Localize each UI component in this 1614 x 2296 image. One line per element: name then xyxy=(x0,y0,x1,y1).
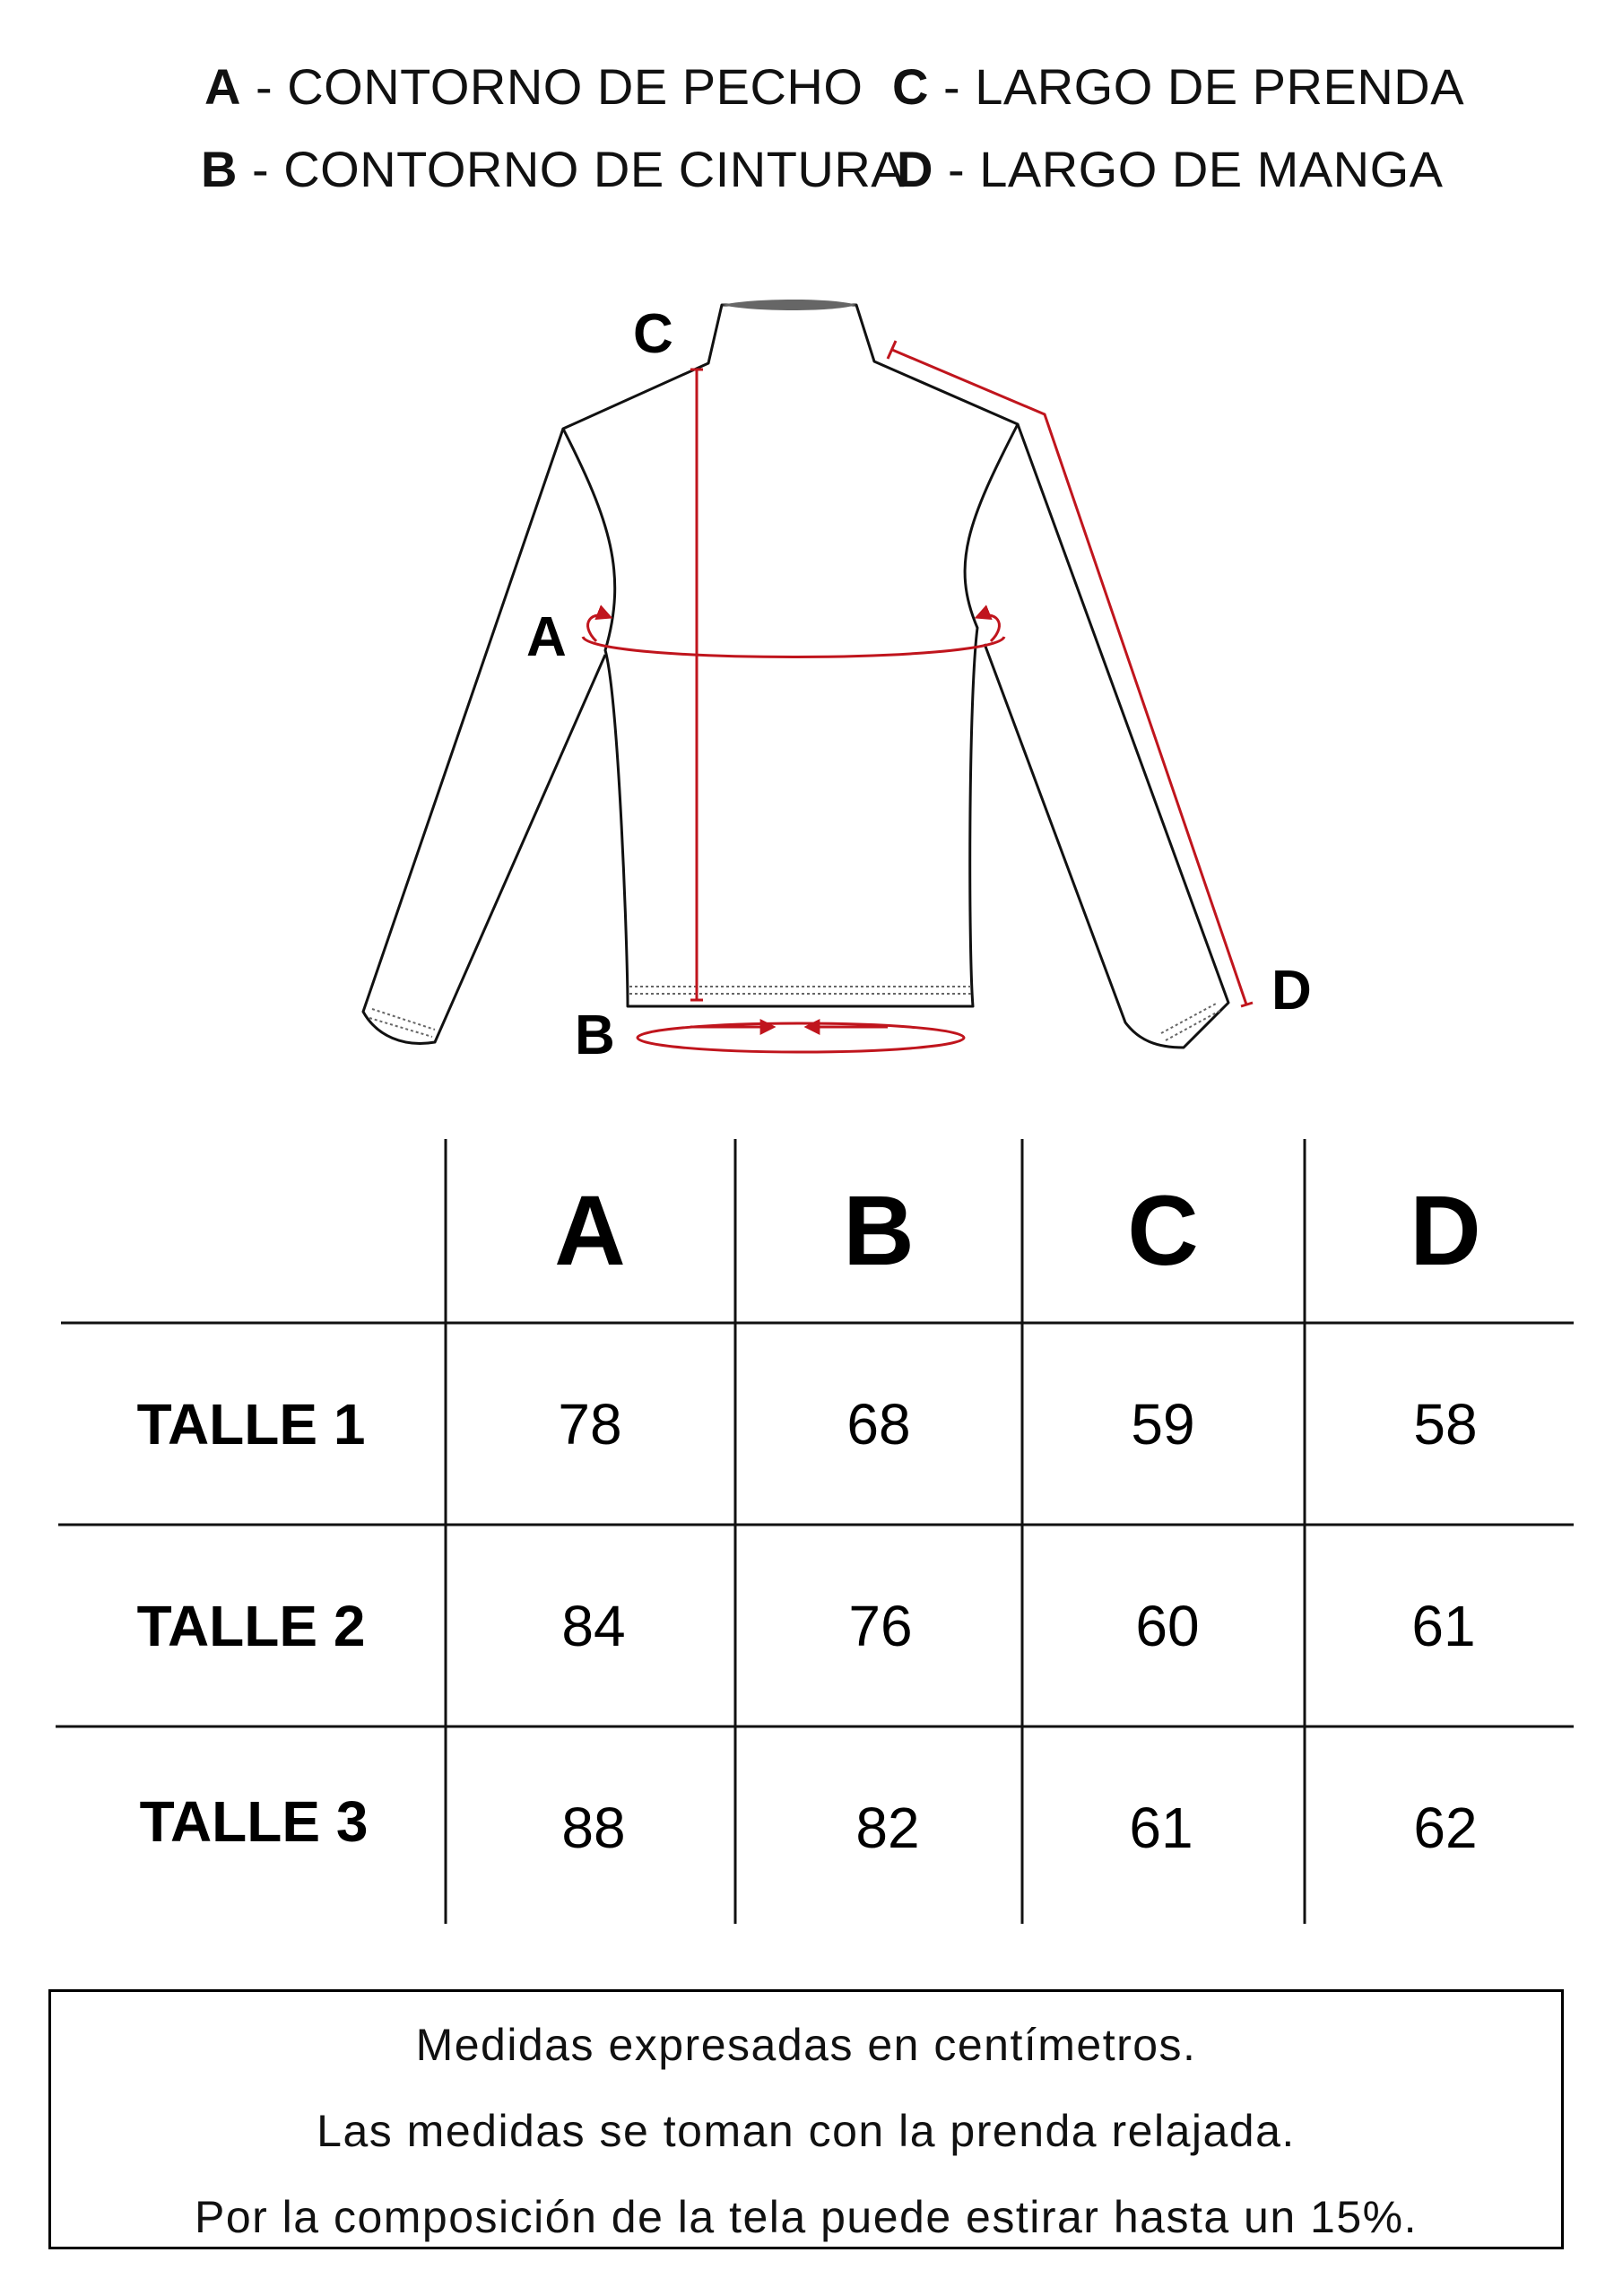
table-cell: 59 xyxy=(1131,1392,1195,1457)
collar-shading xyxy=(722,300,856,310)
table-cell: 61 xyxy=(1411,1594,1476,1658)
table-cell: 58 xyxy=(1413,1392,1478,1457)
legend-key: B xyxy=(201,141,238,197)
table-header-row xyxy=(554,1176,1480,1286)
legend-text: CONTORNO DE CINTURA xyxy=(283,141,906,197)
row-label: TALLE 2 xyxy=(136,1594,366,1658)
measure-lines xyxy=(583,341,1253,1052)
legend-separator: - xyxy=(240,58,288,115)
table-cell: 88 xyxy=(561,1796,626,1860)
table-cell: 76 xyxy=(848,1594,913,1658)
legend-text: LARGO DE PRENDA xyxy=(975,58,1465,115)
note-line: Las medidas se toman con la prenda relajada. xyxy=(317,2106,1296,2156)
column-header: D xyxy=(1410,1176,1481,1286)
table-cell: 68 xyxy=(846,1392,911,1457)
measure-b-ellipse xyxy=(638,1023,964,1052)
legend-item-b xyxy=(201,140,905,198)
table-cell: 60 xyxy=(1135,1594,1200,1658)
legend-item-d xyxy=(897,140,1444,198)
note-line: Medidas expresadas en centímetros. xyxy=(415,2020,1197,2070)
table-cell: 61 xyxy=(1129,1796,1193,1860)
legend-key: D xyxy=(897,141,933,197)
garment-diagram xyxy=(0,269,1614,1076)
measure-c-label: C xyxy=(633,303,673,365)
measure-a-ellipse xyxy=(583,637,1004,657)
notes-box xyxy=(48,1989,1564,2249)
legend-item-c xyxy=(892,57,1464,116)
measure-d-label: D xyxy=(1271,960,1312,1022)
table-cell: 78 xyxy=(558,1392,622,1457)
table-cell: 82 xyxy=(855,1796,920,1860)
legend-separator: - xyxy=(928,58,976,115)
legend-text: LARGO DE MANGA xyxy=(979,141,1444,197)
legend-item-a xyxy=(204,57,863,116)
table-cell: 84 xyxy=(561,1594,626,1658)
legend-text: CONTORNO DE PECHO xyxy=(287,58,863,115)
column-header: B xyxy=(843,1176,915,1286)
table-row xyxy=(140,1789,1478,1860)
row-label: TALLE 1 xyxy=(136,1392,366,1457)
sweater-outline xyxy=(363,305,1228,1048)
table-row xyxy=(137,1594,1476,1658)
measure-a-label: A xyxy=(526,606,567,668)
column-header: C xyxy=(1127,1176,1199,1286)
legend-key: A xyxy=(204,58,241,115)
column-header: A xyxy=(554,1176,626,1286)
legend-separator: - xyxy=(933,141,980,197)
table-cell: 62 xyxy=(1413,1796,1478,1860)
legend-key: C xyxy=(892,58,929,115)
note-line: Por la composición de la tela puede estirar hasta un 15%. xyxy=(194,2192,1419,2242)
stitch-lines xyxy=(369,987,1221,1040)
size-table xyxy=(0,1139,1614,1946)
row-label: TALLE 3 xyxy=(139,1789,369,1854)
measure-b-label: B xyxy=(575,1004,615,1066)
table-row xyxy=(137,1392,1478,1457)
legend-separator: - xyxy=(237,141,284,197)
